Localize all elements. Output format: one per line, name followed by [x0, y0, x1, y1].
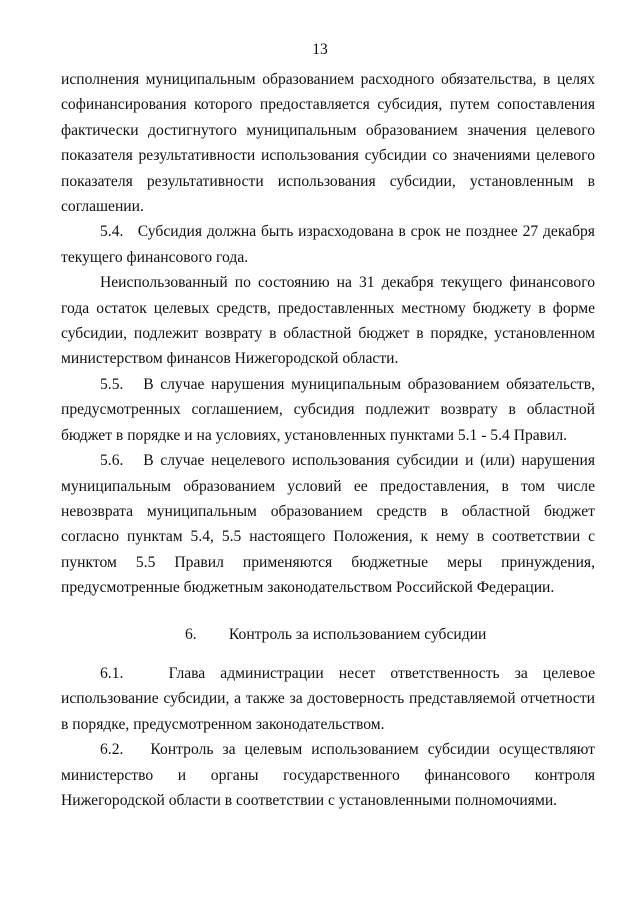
- paragraph-number: 6.2.: [100, 741, 124, 759]
- paragraph-text: Субсидия должна быть израсходована в срок не позднее 27 декабря текущего финансового года.: [61, 223, 595, 266]
- paragraph-unused-funds: [61, 270, 595, 372]
- paragraph-number: 5.6.: [100, 452, 124, 470]
- paragraph-text: исполнения муниципальным образованием расходного обязательства, в целях софинансирования которого предоставляется субсидия, путем сопоставления фактически достигнутого муниципальным образованием значения целевого показателя результативности использования субсидии со значениями целевого показателя результативности использования субсидии, установленным в соглашении.: [61, 71, 595, 216]
- paragraph-text: Неиспользованный по состоянию на 31 декабря текущего финансового года остаток целевых средств, предоставленных местному бюджету в форме субсидии, подлежит возврату в областной бюджет в порядке, установленном министерством финансов Нижегородской области.: [61, 274, 595, 368]
- paragraph-text: Глава администрации несет ответственность за целевое использование субсидии, а также за достоверность представляемой отчетности в порядке, предусмотренном законодательством.: [61, 664, 595, 733]
- paragraph-text: В случае нарушения муниципальным образованием обязательств, предусмотренных соглашением, субсидия подлежит возврату в областной бюджет в порядке и на условиях, установленных пунктами 5.1 - 5.4 Правил.: [61, 375, 596, 444]
- page-number: 13: [312, 41, 328, 58]
- section-number: 6.: [185, 625, 197, 643]
- paragraph-number: 5.5.: [100, 375, 124, 393]
- paragraph-5-5: [61, 372, 595, 448]
- paragraph-continuation: [61, 67, 595, 219]
- paragraph-6-2: [61, 737, 595, 813]
- paragraph-text: В случае нецелевого использования субсидии и (или) нарушения муниципальным образованием условий ее предоставления, в том числе невозврата муниципальным образованием средств в областной бюджет согласно пунктам 5.4, 5.5 настоящего Положения, к нему в соответствии с пунктом 5.5 Правил применяются бюджетные меры принуждения, предусмотренные бюджетным законодательством Российской Федерации.: [61, 452, 595, 597]
- paragraph-5-4: [61, 219, 595, 270]
- paragraph-6-1: [61, 661, 595, 737]
- paragraph-number: 5.4.: [100, 223, 124, 241]
- section-heading: [61, 622, 595, 647]
- paragraph-number: 6.1.: [100, 664, 124, 682]
- paragraph-text: Контроль за целевым использованием субсидии осуществляют министерство и органы государственного финансового контроля Нижегородской области в соответствии с установленными полномочиями.: [61, 741, 595, 809]
- paragraph-5-6: [61, 448, 595, 600]
- section-title: Контроль за использованием субсидии: [228, 625, 487, 643]
- document-body: [61, 67, 595, 813]
